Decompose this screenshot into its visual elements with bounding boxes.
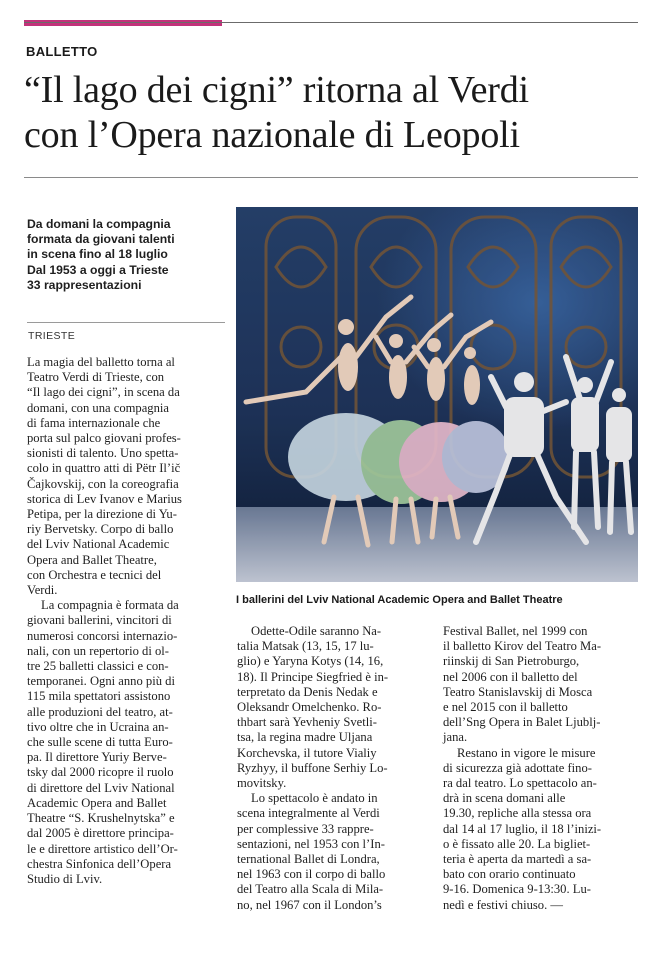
text-line: movitsky.	[237, 776, 287, 791]
text-line: porta sul palco giovani profes-	[27, 431, 181, 446]
text-line: domani, con una compagnia	[27, 400, 169, 415]
text-line: La compagnia è formata da	[41, 598, 179, 613]
text-line: “Il lago dei cigni”, in scena da	[27, 385, 180, 400]
text-line: tsa, la regina madre Uljana	[237, 730, 373, 745]
text-line: temporanei. Ogni anno più di	[27, 674, 175, 689]
text-line: ra dal teatro. Lo spettacolo an-	[443, 776, 597, 791]
text-line: nel 1963 con il corpo di ballo	[237, 867, 386, 882]
subhead-line: Da domani la compagnia	[27, 217, 171, 231]
text-line: Oleksandr Omelchenko. Ro-	[237, 700, 382, 715]
article-column-1	[27, 355, 227, 887]
text-line: no, nel 1967 con il London’s	[237, 897, 382, 912]
subhead-line: Dal 1953 a oggi a Trieste	[27, 262, 169, 277]
text-line: Studio di Lviv.	[27, 871, 103, 886]
text-line: scena integralmente al Verdi	[237, 806, 380, 821]
text-line: La magia del balletto torna al	[27, 355, 175, 369]
text-line: chestra Sinfonica dell’Opera	[27, 856, 172, 871]
text-line: talia Matsak (13, 15, 17 lu-	[237, 639, 374, 654]
dateline: TRIESTE	[28, 330, 76, 342]
text-line: dal 2005 è direttore principa-	[27, 826, 174, 841]
ballet-photo	[236, 207, 638, 582]
text-line: 115 mila spettatori assistono	[27, 689, 171, 704]
text-line: nali, con un repertorio di ol-	[27, 643, 169, 658]
text-line: il balletto Kirov del Teatro Ma-	[443, 639, 602, 654]
text-line: bato con orario continuato	[443, 867, 576, 882]
text-line: tre 25 balletti classici e con-	[27, 659, 169, 674]
text-line: 18). Il Principe Siegfried è in-	[237, 669, 389, 684]
text-line: le e direttore artistico dell’Or-	[27, 841, 178, 856]
text-line: Festival Ballet, nel 1999 con	[443, 624, 588, 638]
dateline-rule	[27, 322, 225, 323]
text-line: Restano in vigore le misure	[457, 745, 596, 760]
text-line: Korchevska, il tutore Vialiy	[237, 745, 377, 760]
text-line: 9-16. Domenica 9-13:30. Lu-	[443, 882, 591, 897]
text-line: Academic Opera and Ballet	[27, 795, 167, 810]
article-column-3	[443, 624, 639, 913]
text-line: thbart sarà Yevheniy Svetli-	[237, 715, 377, 730]
text-line: o è fissato alle 20. La bigliet-	[443, 836, 591, 851]
text-line: Theatre “S. Krushelnytska” e	[27, 811, 175, 826]
text-line: con Orchestra e tecnici del	[27, 567, 162, 582]
text-line: e nel 2015 con il balletto	[443, 700, 568, 715]
text-line: sionisti di talento. Uno spetta-	[27, 446, 179, 461]
text-line: giovani ballerini, vincitori di	[27, 613, 172, 628]
text-line: sentazioni, nel 1953 con l’In-	[237, 836, 385, 851]
text-line: di sicurezza già adottate fino-	[443, 760, 592, 775]
subhead-line: 33 rappresentazioni	[27, 277, 142, 292]
text-line: Lo spettacolo è andato in	[251, 791, 378, 806]
headline-line-2: con l’Opera nazionale di Leopoli	[24, 114, 520, 156]
headline-line-1: “Il lago dei cigni” ritorna al Verdi	[24, 69, 529, 111]
text-line: teria è aperta da martedì a sa-	[443, 852, 592, 867]
text-line: ternational Ballet di Londra,	[237, 852, 380, 867]
top-rule	[24, 22, 638, 23]
text-line: Teatro Stanislavskij di Mosca	[443, 684, 593, 699]
text-line: glio) e Yaryna Kotys (14, 16,	[237, 654, 384, 669]
headline-rule	[24, 177, 638, 178]
section-label: BALLETTO	[26, 44, 98, 59]
text-line: Opera and Ballet Theatre,	[27, 552, 157, 567]
text-line: numerosi concorsi internazio-	[27, 628, 178, 643]
text-line: Petipa, per la direzione di Yu-	[27, 507, 177, 522]
headline	[24, 68, 644, 158]
text-line: alle produzioni del teatro, at-	[27, 704, 173, 719]
text-line: Verdi.	[27, 583, 58, 598]
article-column-2	[237, 624, 433, 913]
text-line: del Lviv National Academic	[27, 537, 170, 552]
subhead-line: in scena fino al 18 luglio	[27, 247, 168, 262]
text-line: nel 2006 con il balletto del	[443, 669, 578, 684]
text-line: terpretato da Denis Nedak e	[237, 684, 378, 699]
text-line: Odette-Odile saranno Na-	[251, 624, 382, 638]
text-line: riinskij di San Pietroburgo,	[443, 654, 580, 669]
text-line: Teatro Verdi di Trieste, con	[27, 370, 165, 385]
text-line: drà in scena domani alle	[443, 791, 566, 806]
text-line: di direttore del Lviv National	[27, 780, 175, 795]
text-line: Ryzhyy, il buffone Serhiy Lo-	[237, 760, 388, 775]
text-line: colo in quattro atti di Pëtr Il’ič	[27, 461, 181, 476]
text-line: tsky dal 2000 ricopre il ruolo	[27, 765, 174, 780]
section-accent-bar	[24, 20, 222, 26]
subhead	[27, 217, 227, 293]
text-line: jana.	[443, 730, 468, 745]
text-line: nedì e festivi chiuso. —	[443, 897, 563, 912]
text-line: dell’Sng Opera in Balet Ljublj-	[443, 715, 601, 730]
text-line: del Teatro alla Scala di Mila-	[237, 882, 384, 897]
text-line: di fama internazionale che	[27, 415, 161, 430]
text-line: che sulle scene di tutta Euro-	[27, 735, 173, 750]
text-line: storica di Lev Ivanov e Marius	[27, 491, 182, 506]
text-line: 19.30, repliche alla stessa ora	[443, 806, 592, 821]
text-line: Čajkovskij, con la coreografia	[27, 476, 179, 491]
text-line: per complessive 33 rappre-	[237, 821, 374, 836]
ballet-photo-illustration	[236, 207, 638, 582]
text-line: riy Bervetsky. Corpo di ballo	[27, 522, 174, 537]
photo-caption: I ballerini del Lviv National Academic Opera and Ballet Theatre	[236, 594, 563, 606]
subhead-line: formata da giovani talenti	[27, 232, 175, 247]
text-line: pa. Il direttore Yuriy Berve-	[27, 750, 167, 765]
text-line: tivo oltre che in Ucraina an-	[27, 719, 169, 734]
text-line: dal 14 al 17 luglio, il 18 l’inizi-	[443, 821, 602, 836]
